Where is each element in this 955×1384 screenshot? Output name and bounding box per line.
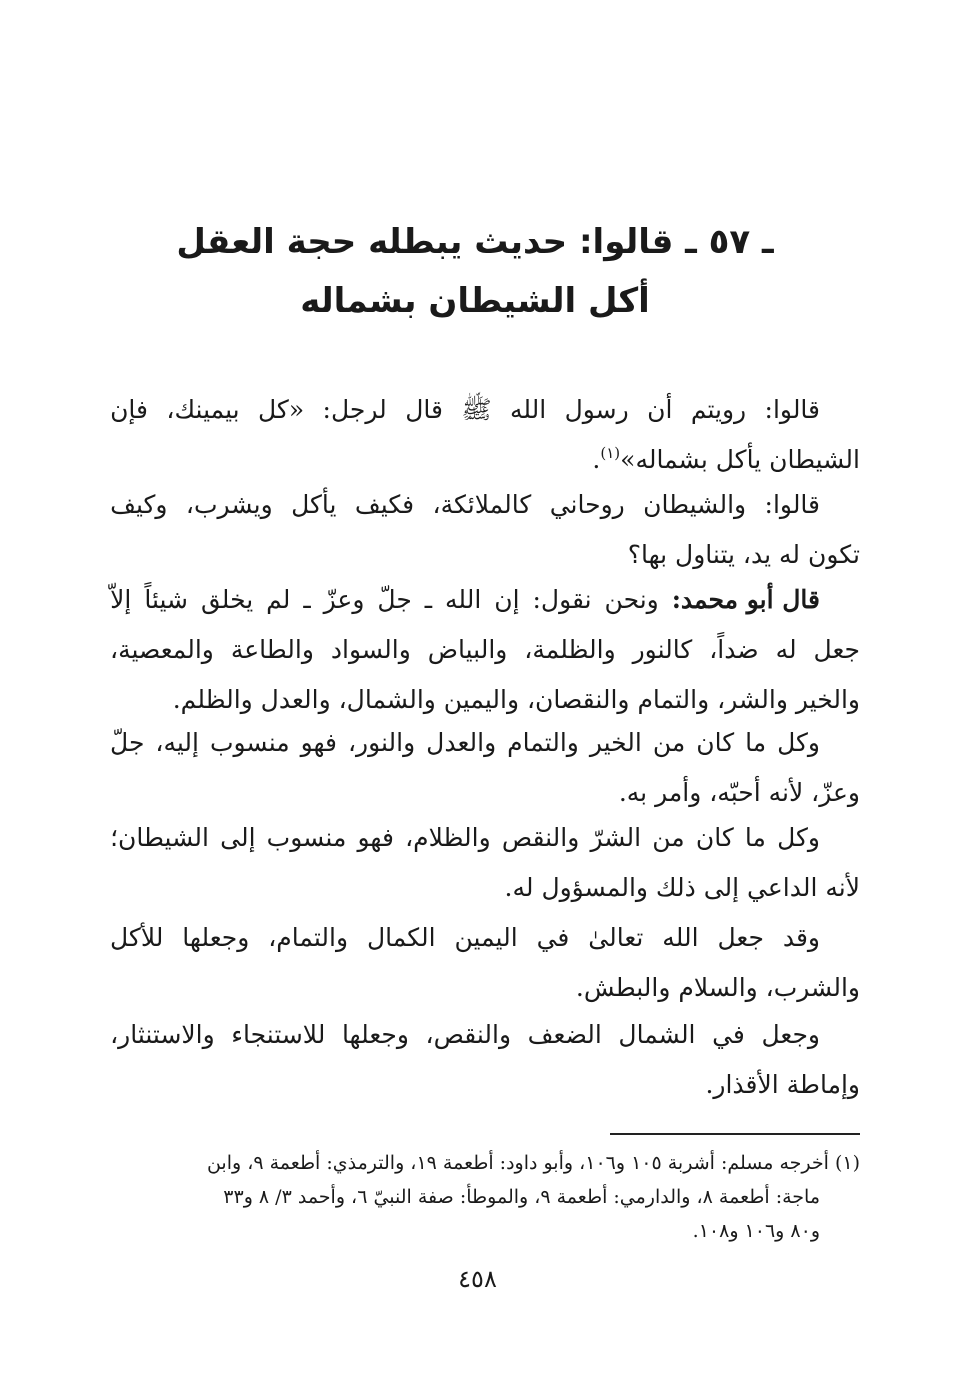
paragraph-1-line-1-word: بيمينك،	[166, 395, 240, 424]
paragraph-3-line-2-word: كالنور	[632, 635, 693, 664]
paragraph-3-line-2-word: والظلمة،	[524, 635, 616, 664]
paragraph-1-line-1-word: «كل	[258, 395, 305, 424]
paragraph-5-line-1-word: إلى	[220, 823, 256, 852]
paragraph-5-line-1-word: الشرّ	[590, 823, 642, 852]
paragraph-5-line-1-word: والظلام،	[405, 823, 491, 852]
paragraph-3-line-1-word: جلّ	[377, 585, 412, 614]
paragraph-3-line-1-word: إن	[494, 585, 520, 614]
paragraph-1-line-2	[110, 435, 860, 485]
footnote	[110, 1146, 860, 1248]
paragraph-4-line-1-word: وكل	[777, 728, 820, 757]
paragraph-1-line-1-word: قال	[405, 395, 443, 424]
paragraph-3-line-1-word: نقول:	[532, 585, 592, 614]
paragraph-2-line-1	[110, 480, 860, 530]
paragraph-6-line-1-word: وجعلها	[182, 923, 250, 952]
paragraph-7-line-1-word: والاستنثار،	[110, 1020, 215, 1049]
footnote-separator	[610, 1133, 860, 1135]
paragraph-7-line-1-word: في	[712, 1020, 745, 1049]
paragraph-5-line-2: لأنه الداعي إلى ذلك والمسؤول له.	[504, 873, 860, 902]
paragraph-6-line-1-word: الكمال	[366, 923, 436, 952]
paragraph-5-line-1-word: وكل	[777, 823, 820, 852]
paragraph-3-line-2-word: له	[775, 635, 797, 664]
paragraph-6-line-1-word: الله	[662, 923, 699, 952]
paragraph-3-line-1-word: ـ	[303, 585, 311, 614]
paragraph-7-line-1-word: والنقص،	[425, 1020, 512, 1049]
paragraph-6-line-1-word: اليمين	[454, 923, 518, 952]
paragraph-1-line-1	[110, 385, 860, 435]
paragraph-1-line-1-word: أن	[647, 395, 673, 424]
paragraph-6-line-1-word: في	[536, 923, 570, 952]
paragraph-4-line-1-word: الخير	[589, 728, 642, 757]
paragraph-1-line-1-word: فإن	[110, 395, 148, 424]
paragraph-7-line-1-word: وجعل	[761, 1020, 820, 1049]
paragraph-3-line-2-word: جعل	[813, 635, 860, 664]
paragraph-6-line-1	[110, 913, 860, 963]
paragraph-7-line-2: وإماطة الأقذار.	[705, 1070, 860, 1099]
paragraph-4-line-1-word: إليه،	[155, 728, 199, 757]
paragraph-7-line-1-word: الشمال	[618, 1020, 696, 1049]
paragraph-2-line-2: تكون له يد، يتناول بها؟	[627, 540, 860, 569]
paragraph-4-line-1-word: جلّ	[110, 728, 145, 757]
page-number: ٤٥٨	[458, 1265, 497, 1293]
paragraph-6-line-1-word: للأكل	[110, 923, 164, 952]
paragraph-4-line-1-word: منسوب	[209, 728, 290, 757]
paragraph-1-line-1-word: قالوا:	[764, 395, 820, 424]
paragraph-1-end-mark: .	[592, 445, 601, 474]
paragraph-3-line-3: والخير والشر، والتمام والنقصان، واليمين والشمال، والعدل والظلم.	[172, 685, 860, 714]
footnote-line-1	[110, 1146, 860, 1180]
paragraph-3-line-1-word: الله	[445, 585, 482, 614]
paragraph-1-line-1-word: رويتم	[690, 395, 747, 424]
paragraph-5-line-1-word: منسوب	[266, 823, 347, 852]
paragraph-5	[110, 813, 860, 913]
paragraph-4-line-1	[110, 718, 860, 768]
footnote-line-1-text: أخرجه مسلم: أشربة ١٠٥ و١٠٦، وأبو داود: أطعمة ١٩، والترمذي: أطعمة ٩، وابن	[206, 1152, 829, 1174]
paragraph-2-line-1-word: يأكل	[291, 490, 337, 519]
paragraph-4-line-1-word: ما	[745, 728, 767, 757]
paragraph-6-line-2: والشرب، والسلام والبطش.	[575, 973, 860, 1002]
paragraph-5-line-1-word: كان	[695, 823, 734, 852]
paragraph-3-line-1-word: شيئاً	[144, 585, 188, 614]
paragraph-6-line-1-word: جعل	[717, 923, 764, 952]
paragraph-5-line-1	[110, 813, 860, 863]
paragraph-1-line-2-text: الشيطان يأكل بشماله»	[620, 445, 860, 474]
paragraph-2-line-1-word: كالملائكة،	[432, 490, 532, 519]
paragraph-6	[110, 913, 860, 1013]
paragraph-3-line-1-word: يخلق	[200, 585, 254, 614]
paragraph-3-line-2	[110, 625, 860, 675]
paragraph-3-line-2-word: والمعصية،	[110, 635, 214, 664]
paragraph-7-line-1-word: وجعلها	[341, 1020, 409, 1049]
chapter-heading-line-1: ـ ٥٧ ـ قالوا: حديث يبطله حجة العقل	[176, 222, 774, 262]
paragraph-2-line-1-word: ويشرب،	[185, 490, 273, 519]
paragraph-4-line-1-word: من	[652, 728, 686, 757]
paragraph-4-line-1-word: والنور،	[347, 728, 416, 757]
paragraph-3-line-2-word: والطاعة	[230, 635, 314, 664]
paragraph-2-line-1-word: وكيف	[110, 490, 168, 519]
paragraph-5-line-1-word: والنقص	[501, 823, 580, 852]
footnote-line-2: ماجة: أطعمة ٨، والدارمي: أطعمة ٩، والموطأ: صفة النبيّ ٦، وأحمد ٣/ ٨ و٣٣	[223, 1186, 820, 1208]
paragraph-1-line-1-word: لرجل:	[322, 395, 387, 424]
paragraph-5-line-1-word: ما	[744, 823, 766, 852]
paragraph-3-line-2-word: والسواد	[330, 635, 411, 664]
paragraph-3-line-2-word: والبياض	[427, 635, 508, 664]
paragraph-4-line-1-word: كان	[696, 728, 735, 757]
paragraph-4-line-1-word: فهو	[300, 728, 337, 757]
footnote-reference: (١)	[600, 444, 621, 462]
paragraph-5-line-1-word: فهو	[357, 823, 394, 852]
paragraph-3	[110, 575, 860, 725]
paragraph-6-line-1-word: والتمام،	[268, 923, 349, 952]
paragraph-3-line-1	[110, 575, 860, 625]
paragraph-6-line-1-word: وقد	[782, 923, 820, 952]
paragraph-2-line-1-word: روحاني	[549, 490, 625, 519]
paragraph-2	[110, 480, 860, 580]
paragraph-1-line-1-word: الله	[509, 395, 547, 424]
paragraph-4	[110, 718, 860, 818]
paragraph-7-line-1-word: الضعف	[527, 1020, 602, 1049]
paragraph-2-line-1-word: فكيف	[354, 490, 415, 519]
paragraph-5-line-1-word: من	[652, 823, 685, 852]
paragraph-3-line-1-word: ـ	[424, 585, 433, 614]
paragraph-4-line-1-word: والعدل	[426, 728, 497, 757]
paragraph-2-line-1-word: قالوا:	[764, 490, 820, 519]
paragraph-3-line-1-word: ونحن	[604, 585, 659, 614]
paragraph-4-line-2: وعزّ، لأنه أحبّه، وأمر به.	[618, 778, 860, 807]
speaker-label: قال أبو محمد:	[671, 585, 820, 614]
paragraph-4-line-1-word: والتمام	[507, 728, 579, 757]
paragraph-7-line-1	[110, 1010, 860, 1060]
paragraph-1-line-1-word: رسول	[564, 395, 629, 424]
paragraph-7-line-1-word: للاستنجاء	[231, 1020, 326, 1049]
footnote-line-3: و٨٠ و١٠٦ و١٠٨.	[692, 1220, 820, 1242]
paragraph-3-line-1-word: لم	[266, 585, 291, 614]
paragraph-1-line-1-word: ﷺ	[461, 395, 492, 424]
paragraph-2-line-1-word: والشيطان	[643, 490, 747, 519]
paragraph-3-line-1-word: وعزّ	[323, 585, 365, 614]
footnote-marker: (١)	[834, 1152, 860, 1174]
paragraph-3-line-1-word: إلاّ	[110, 585, 132, 614]
paragraph-7	[110, 1010, 860, 1110]
paragraph-1	[110, 385, 860, 485]
paragraph-3-line-2-word: ضداً،	[709, 635, 759, 664]
paragraph-6-line-1-word: تعالىٰ	[588, 923, 644, 952]
chapter-heading-line-2: أكل الشيطان بشماله	[300, 281, 650, 321]
paragraph-5-line-1-word: الشيطان؛	[110, 823, 209, 852]
